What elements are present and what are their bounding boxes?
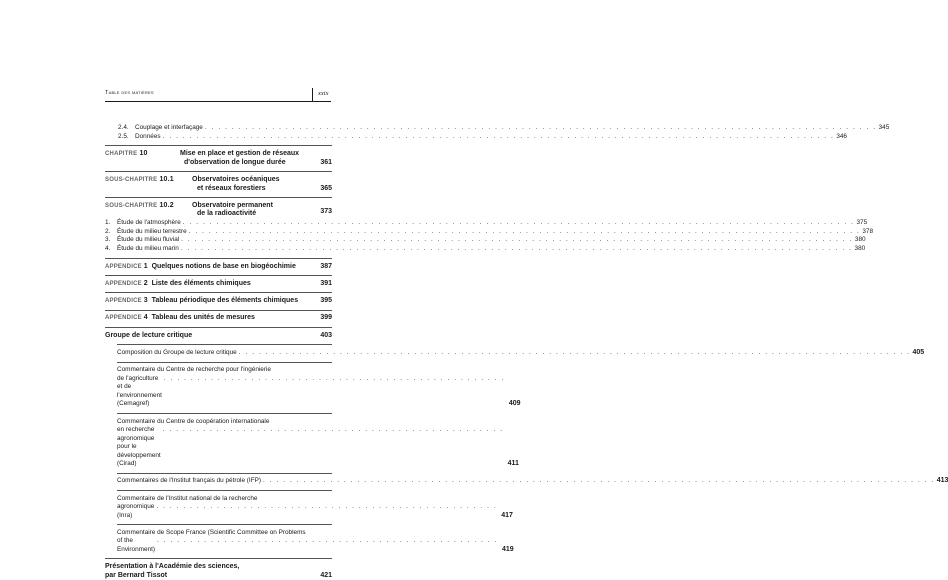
toc-page: 378 — [862, 227, 874, 235]
section-divider — [105, 310, 332, 311]
toc-entry[interactable]: Composition du Groupe de lecture critique . . . 405 — [117, 349, 332, 358]
page-number-roman: xxix — [318, 90, 329, 97]
leader-dots — [181, 245, 853, 254]
section-divider — [105, 171, 332, 172]
appendix-heading[interactable]: APPENDICE 1 Quelques notions de base en biogéochimie 387 — [105, 262, 332, 270]
toc-page: 403 — [320, 331, 332, 339]
toc-page: 405 — [912, 348, 925, 356]
leader-dots — [164, 375, 505, 384]
subchapter-heading[interactable]: SOUS-CHAPITRE 10.2 Observatoire permanent de la radioactivité 373 — [105, 201, 332, 218]
section-divider — [105, 275, 332, 276]
toc-page: 391 — [320, 279, 332, 287]
toc-page: 411 — [507, 460, 519, 468]
toc-page: 387 — [320, 262, 332, 270]
toc-entry[interactable]: 2.5. Données . . . 346 — [105, 133, 332, 142]
critique-heading[interactable]: Groupe de lecture critique 403 — [105, 331, 332, 339]
toc-entry[interactable]: 1. Étude de l'atmosphère . . . 375 — [105, 219, 332, 228]
section-divider — [117, 413, 332, 414]
toc-entry[interactable]: Commentaires de l'Institut français du pétrole (IFP) . . . 413 — [117, 477, 332, 486]
leader-dots — [239, 349, 911, 358]
leader-dots — [263, 477, 935, 486]
critique-list — [105, 348, 948, 554]
section-divider — [105, 558, 332, 559]
appendix-heading[interactable]: APPENDICE 2 Liste des éléments chimiques 391 — [105, 279, 332, 287]
section-divider — [105, 292, 332, 293]
leader-dots — [205, 124, 877, 133]
header-divider — [312, 88, 313, 102]
leader-dots — [156, 503, 497, 512]
toc-page: 395 — [320, 297, 332, 305]
appendix-heading[interactable]: APPENDICE 4 Tableau des unités de mesures 399 — [105, 314, 332, 322]
toc-entry[interactable]: 3. Étude du milieu fluvial . . . 380 — [105, 236, 332, 245]
toc-page: 375 — [856, 219, 868, 227]
leader-dots — [181, 236, 853, 245]
section-divider — [117, 490, 332, 491]
toc-page: 417 — [501, 511, 513, 519]
toc-page: 399 — [320, 314, 332, 322]
table-of-contents — [105, 124, 948, 580]
toc-page: 413 — [936, 477, 948, 485]
section-divider — [105, 145, 332, 146]
toc-entry[interactable]: Commentaire du Centre de recherche pour l'ingénierie de l'agriculture et de l'environnement (Cemagref) . . . 409 — [117, 366, 332, 409]
toc-page: 361 — [320, 158, 332, 166]
academie-heading[interactable]: Présentation à l'Académie des sciences, par Bernard Tissot 421 — [105, 562, 332, 579]
leader-dots — [189, 228, 861, 237]
toc-page: 409 — [508, 400, 521, 408]
running-header — [105, 88, 345, 100]
toc-entry[interactable]: 4. Étude du milieu marin . . . 380 — [105, 245, 332, 254]
section-divider — [117, 473, 332, 474]
toc-page: 419 — [501, 545, 514, 553]
section-divider — [117, 524, 332, 525]
toc-page: 373 — [320, 207, 332, 215]
toc-entry[interactable]: Commentaire de Scope France (Scientific Committee on Problems of the Environment) . . . 419 — [117, 529, 332, 555]
running-header-title: Table des matières — [105, 90, 154, 96]
toc-page: 421 — [320, 571, 332, 579]
leader-dots — [163, 426, 504, 435]
toc-page: 345 — [878, 124, 890, 131]
subchapter-heading[interactable]: SOUS-CHAPITRE 10.1 Observatoires océaniques et réseaux forestiers 365 — [105, 175, 332, 192]
section-divider — [117, 344, 332, 345]
section-divider — [105, 197, 332, 198]
toc-page: 346 — [836, 132, 847, 140]
section-divider — [105, 258, 332, 259]
appendix-heading[interactable]: APPENDICE 3 Tableau périodique des éléments chimiques 395 — [105, 297, 332, 305]
toc-entry[interactable]: Commentaire du Centre de coopération internationale en recherche agronomique pour le développement (Cirad) . . . 411 — [117, 418, 332, 469]
section-divider — [105, 327, 332, 328]
chapter-heading[interactable]: CHAPITRE 10 Mise en place et gestion de réseaux d'observation de longue durée 361 — [105, 150, 332, 166]
toc-page: 365 — [320, 184, 332, 192]
leader-dots — [163, 133, 835, 142]
toc-page: 380 — [854, 245, 866, 253]
toc-entry[interactable]: 2. Étude du milieu terrestre . . . 378 — [105, 228, 332, 237]
section-divider — [117, 362, 332, 363]
toc-entry[interactable]: Commentaire de l'Institut national de la recherche agronomique (Inra) . . . 417 — [117, 495, 332, 521]
leader-dots — [183, 219, 855, 228]
leader-dots — [157, 537, 498, 546]
header-rule — [105, 101, 331, 102]
toc-entry[interactable]: 2.4. Couplage et interfaçage . . . 345 — [105, 124, 332, 133]
toc-page: 380 — [854, 236, 866, 244]
